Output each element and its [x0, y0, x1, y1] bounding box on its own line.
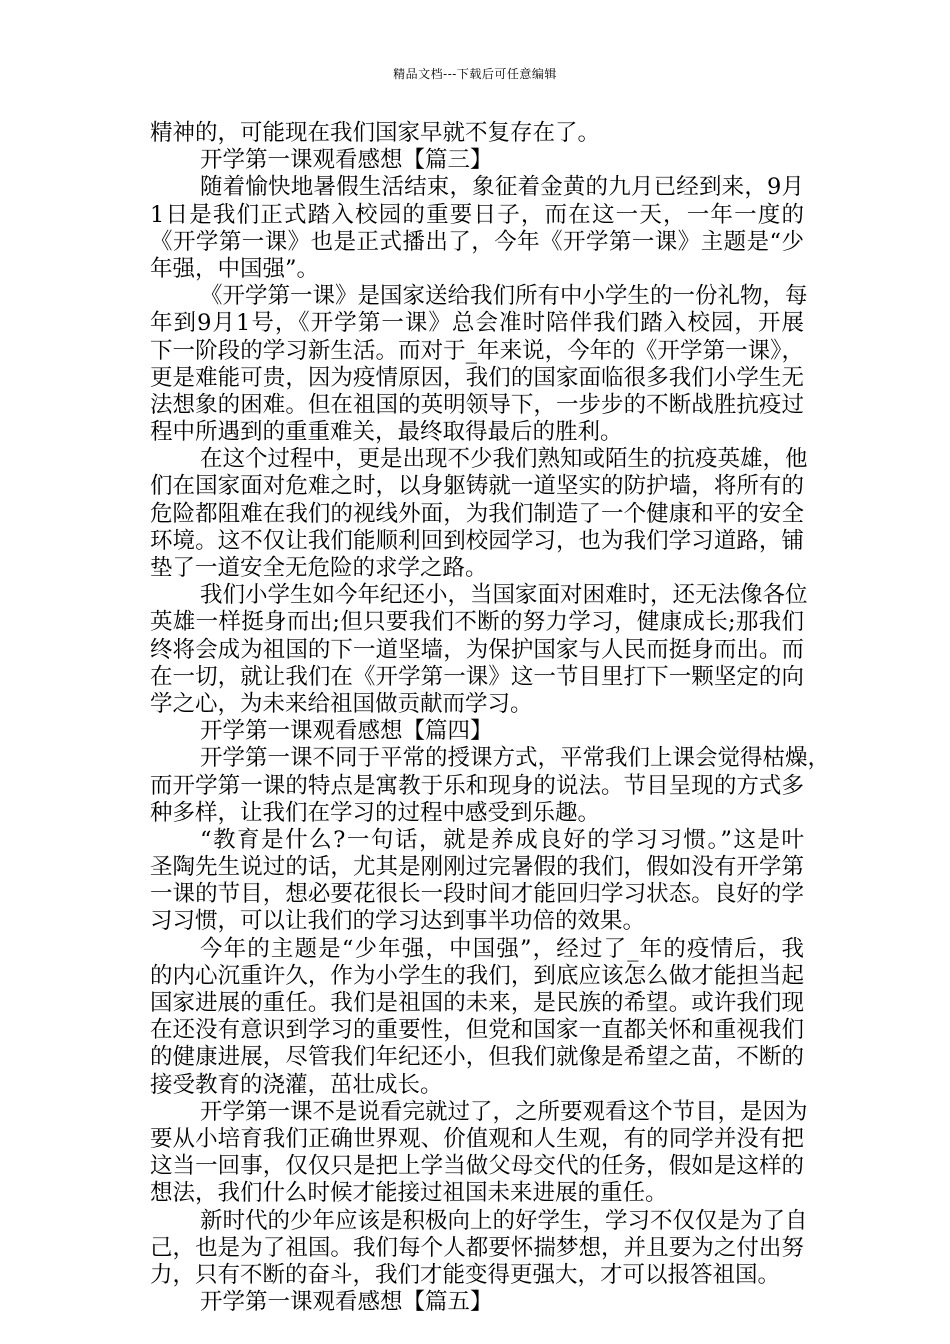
- text-line: 程中所遇到的重重难关，最终取得最后的胜利。: [150, 419, 623, 446]
- text-line: 学之心，为未来给祖国做贡献而学习。: [150, 690, 533, 717]
- text-line: 在一切，就让我们在《开学第一课》这一节目里打下一颗坚定的向: [150, 663, 804, 690]
- text-line: 更是难能可贵，因为疫情原因，我们的国家面临很多我们小学生无: [150, 364, 804, 391]
- text-line: 《开学第一课》是国家送给我们所有中小学生的一份礼物，每: [200, 283, 808, 310]
- text-line: 我们小学生如今年纪还小，当国家面对困难时，还无法像各位: [200, 582, 808, 609]
- text-line: 习习惯，可以让我们的学习达到事半功倍的效果。: [150, 908, 646, 935]
- text-line: 1日是我们正式踏入校园的重要日子，而在这一天，一年一度的: [150, 201, 804, 228]
- text-line: 的健康进展，尽管我们年纪还小，但我们就像是希望之苗，不断的: [150, 1044, 804, 1071]
- text-line: 的内心沉重许久，作为小学生的我们，到底应该怎么做才能担当起: [150, 962, 804, 989]
- text-line: 国家进展的重任。我们是祖国的未来，是民族的希望。或许我们现: [150, 990, 804, 1016]
- text-line: 《开学第一课》也是正式播出了，今年《开学第一课》主题是“少: [150, 228, 804, 255]
- text-line: 英雄一样挺身而出;但只要我们不断的努力学习，健康成长;那我们: [150, 609, 804, 636]
- document-body: [150, 120, 831, 1316]
- text-line: 种多样，让我们在学习的过程中感受到乐趣。: [150, 799, 601, 826]
- text-line: 想法，我们什么时候才能接过祖国未来进展的重任。: [150, 1180, 668, 1207]
- text-line: 年到9月1号，《开学第一课》总会准时陪伴我们踏入校园，开展: [150, 310, 804, 337]
- text-line: 在这个过程中，更是出现不少我们熟知或陌生的抗疫英雄，他: [200, 446, 808, 473]
- text-line: 力，只有不断的奋斗，我们才能变得更强大，才可以报答祖国。: [150, 1261, 781, 1288]
- text-line: “教育是什么?一句话，就是养成良好的学习习惯。”这是叶: [200, 826, 804, 853]
- text-line: 下一阶段的学习新生活。而对于_年来说，今年的《开学第一课》，: [150, 337, 804, 364]
- text-line: 开学第一课不同于平常的授课方式，平常我们上课会觉得枯燥，: [200, 745, 831, 772]
- text-line: 今年的主题是“少年强，中国强”，经过了_年的疫情后，我: [200, 935, 804, 962]
- text-line: 随着愉快地暑假生活结束，象征着金黄的九月已经到来，9月: [200, 174, 804, 201]
- text-line: 终将会成为祖国的下一道坚墙，为保护国家与人民而挺身而出。而: [150, 636, 804, 663]
- text-line: 己，也是为了祖国。我们每个人都要怀揣梦想，并且要为之付出努: [150, 1234, 804, 1261]
- text-line: 要从小培育我们正确世界观、价值观和人生观，有的同学并没有把: [150, 1125, 804, 1152]
- text-line: 们在国家面对危难之时，以身躯铸就一道坚实的防护墙，将所有的: [150, 473, 804, 500]
- section-heading: 开学第一课观看感想【篇三】: [200, 147, 493, 174]
- text-line: 接受教育的浇灌，茁壮成长。: [150, 1071, 443, 1098]
- section-heading: 开学第一课观看感想【篇五】: [200, 1289, 493, 1316]
- text-line: 精神的，可能现在我们国家早就不复存在了。: [150, 120, 601, 146]
- section-heading: 开学第一课观看感想【篇四】: [200, 718, 493, 745]
- text-line: 这当一回事，仅仅只是把上学当做父母交代的任务，假如是这样的: [150, 1153, 804, 1180]
- text-line: 在还没有意识到学习的重要性，但党和国家一直都关怀和重视我们: [150, 1017, 804, 1044]
- text-line: 法想象的困难。但在祖国的英明领导下，一步步的不断战胜抗疫过: [150, 391, 804, 418]
- text-line: 一课的节目，想必要花很长一段时间才能回归学习状态。良好的学: [150, 881, 804, 908]
- page-header: 精品文档---下载后可任意编辑: [393, 67, 557, 81]
- text-line: 垫了一道安全无危险的求学之路。: [150, 555, 488, 581]
- text-line: 环境。这不仅让我们能顺利回到校园学习，也为我们学习道路，铺: [150, 527, 804, 554]
- text-line: 而开学第一课的特点是寓教于乐和现身的说法。节目呈现的方式多: [150, 772, 804, 799]
- text-line: 年强，中国强”。: [150, 255, 320, 282]
- text-line: 开学第一课不是说看完就过了，之所要观看这个节目，是因为: [200, 1098, 808, 1125]
- text-line: 新时代的少年应该是积极向上的好学生，学习不仅仅是为了自: [200, 1207, 808, 1234]
- text-line: 危险都阻难在我们的视线外面，为我们制造了一个健康和平的安全: [150, 500, 804, 527]
- text-line: 圣陶先生说过的话，尤其是刚刚过完暑假的我们，假如没有开学第: [150, 854, 804, 881]
